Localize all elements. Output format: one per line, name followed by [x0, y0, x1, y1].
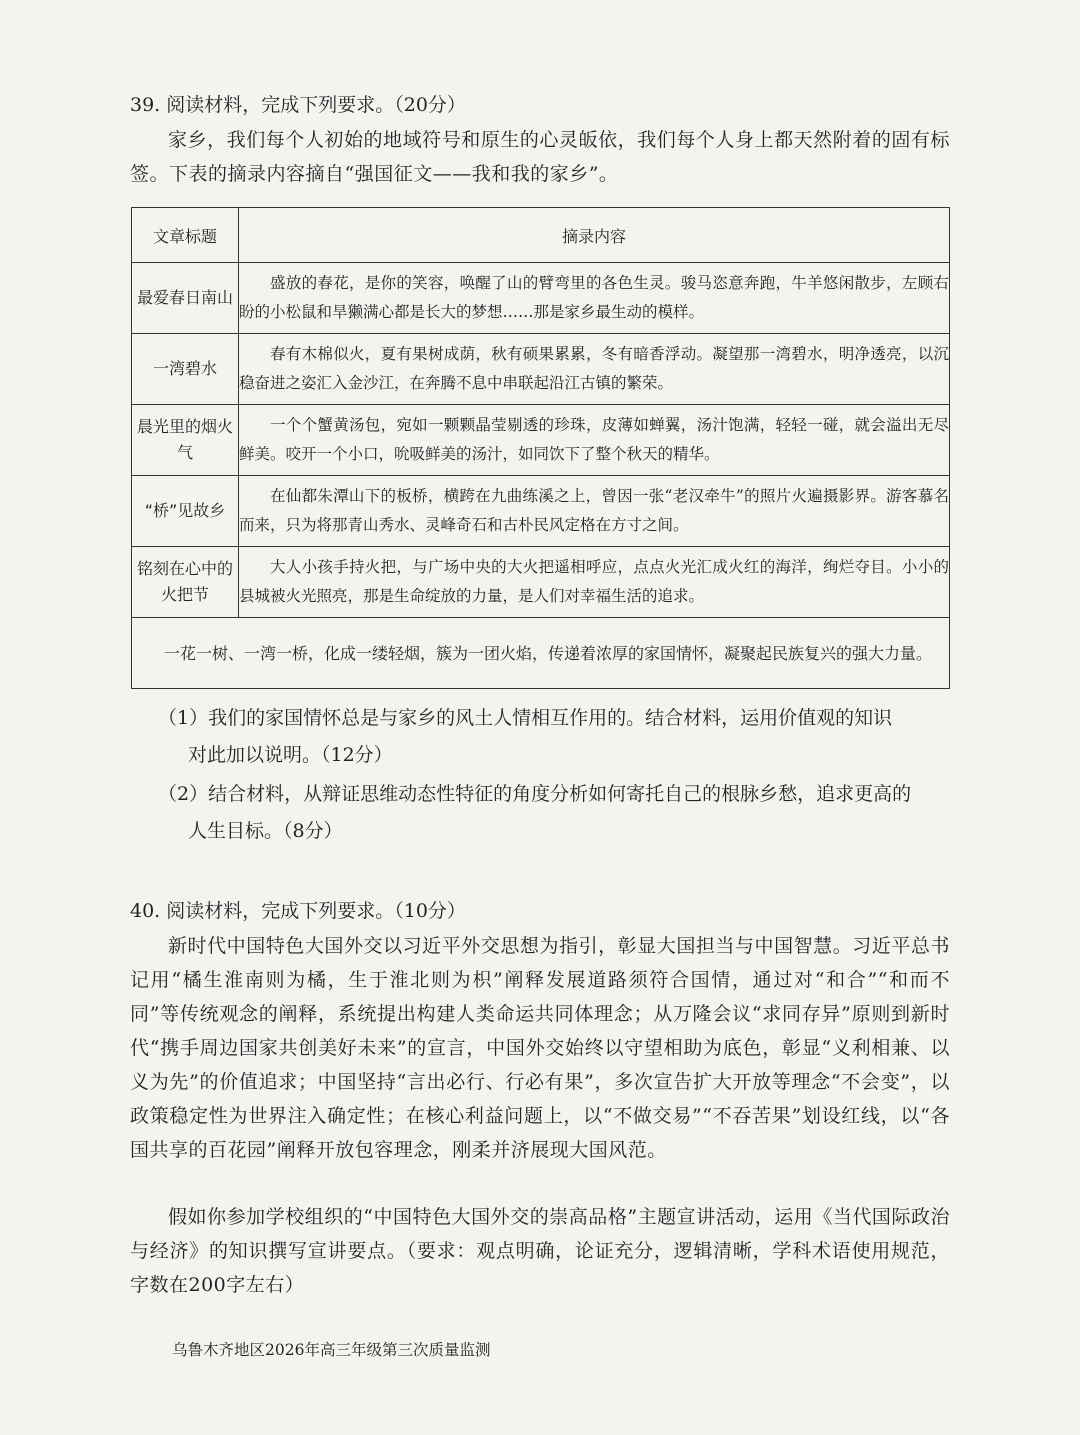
- part-2-line-1: （2）结合材料，从辩证思维动态性特征的角度分析如何寄托自己的根脉乡愁，追求更高的: [158, 783, 912, 805]
- excerpt-table: [131, 207, 950, 689]
- page-footer: 乌鲁木齐地区2026年高三年级第三次质量监测: [172, 1341, 491, 1359]
- row-title: 最爱春日南山: [132, 263, 239, 334]
- row-title: 晨光里的烟火气: [132, 405, 239, 476]
- question-40-heading: 40. 阅读材料，完成下列要求。（10分）: [130, 900, 466, 922]
- row-title: 一湾碧水: [132, 334, 239, 405]
- table-summary: 一花一树、一湾一桥，化成一缕轻烟，簇为一团火焰，传递着浓厚的家国情怀，凝聚起民族复兴的强大力量。: [132, 618, 950, 689]
- question-40-material: 新时代中国特色大国外交以习近平外交思想为指引，彰显大国担当与中国智慧。习近平总书记用“橘生淮南则为橘，生于淮北则为枳”阐释发展道路须符合国情，通过对“和合”“和而不同”等传统观念的阐释，系统提出构建人类命运共同体理念；从万隆会议“求同存异”原则到新时代“携手周边国家共创美好未来”的宣言，中国外交始终以守望相助为底色，彰显“义利相兼、以义为先”的价值追求；中国坚持“言出必行、行必有果”，多次宣告扩大开放等理念“不会变”，以政策稳定性为世界注入确定性；在核心利益问题上，以“不做交易”“不吞苦果”划设红线，以“各国共享的百花园”阐释开放包容理念，刚柔并济展现大国风范。: [130, 935, 950, 1161]
- table-summary-row: [132, 618, 950, 689]
- question-40-task: 假如你参加学校组织的“中国特色大国外交的崇高品格”主题宣讲活动，运用《当代国际政治与经济》的知识撰写宣讲要点。（要求：观点明确，论证充分，逻辑清晰，学科术语使用规范，字数在200字左右）: [130, 1206, 950, 1296]
- table-row: [132, 476, 950, 547]
- row-content: 在仙都朱潭山下的板桥，横跨在九曲练溪之上，曾因一张“老汉牵牛”的照片火遍摄影界。游客慕名而来，只为将那青山秀水、灵峰奇石和古朴民风定格在方寸之间。: [239, 476, 950, 547]
- row-title: 铭刻在心中的火把节: [132, 547, 239, 618]
- part-2-line-2: 人生目标。（8分）: [188, 820, 343, 842]
- part-1-line-1: （1）我们的家国情怀总是与家乡的风土人情相互作用的。结合材料，运用价值观的知识: [158, 707, 893, 729]
- row-content: 盛放的春花，是你的笑容，唤醒了山的臂弯里的各色生灵。骏马恣意奔跑，牛羊悠闲散步，左顾右盼的小松鼠和旱獭满心都是长大的梦想……那是家乡最生动的模样。: [239, 263, 950, 334]
- row-content: 一个个蟹黄汤包，宛如一颗颗晶莹剔透的珍珠，皮薄如蝉翼，汤汁饱满，轻轻一碰，就会溢出无尽鲜美。咬开一个小口，吮吸鲜美的汤汁，如同饮下了整个秋天的精华。: [239, 405, 950, 476]
- question-39-part-2: [158, 776, 950, 850]
- table-row: [132, 334, 950, 405]
- row-content: 大人小孩手持火把，与广场中央的大火把遥相呼应，点点火光汇成火红的海洋，绚烂夺目。小小的县城被火光照亮，那是生命绽放的力量，是人们对幸福生活的追求。: [239, 547, 950, 618]
- part-1-line-2: 对此加以说明。（12分）: [188, 744, 393, 766]
- table-row: [132, 405, 950, 476]
- question-39-heading: 39. 阅读材料，完成下列要求。（20分）: [130, 94, 466, 116]
- table-row: [132, 263, 950, 334]
- table-header-row: [132, 208, 950, 263]
- row-content: 春有木棉似火，夏有果树成荫，秋有硕果累累，冬有暗香浮动。凝望那一湾碧水，明净透亮，以沉稳奋进之姿汇入金沙江，在奔腾不息中串联起沿江古镇的繁荣。: [239, 334, 950, 405]
- header-excerpt-content: 摘录内容: [239, 208, 950, 263]
- table-row: [132, 547, 950, 618]
- row-title: “桥”见故乡: [132, 476, 239, 547]
- question-39-intro: 家乡，我们每个人初始的地域符号和原生的心灵皈依，我们每个人身上都天然附着的固有标签。下表的摘录内容摘自“强国征文——我和我的家乡”。: [130, 129, 950, 185]
- question-39-part-1: [158, 700, 950, 774]
- header-article-title: 文章标题: [132, 208, 239, 263]
